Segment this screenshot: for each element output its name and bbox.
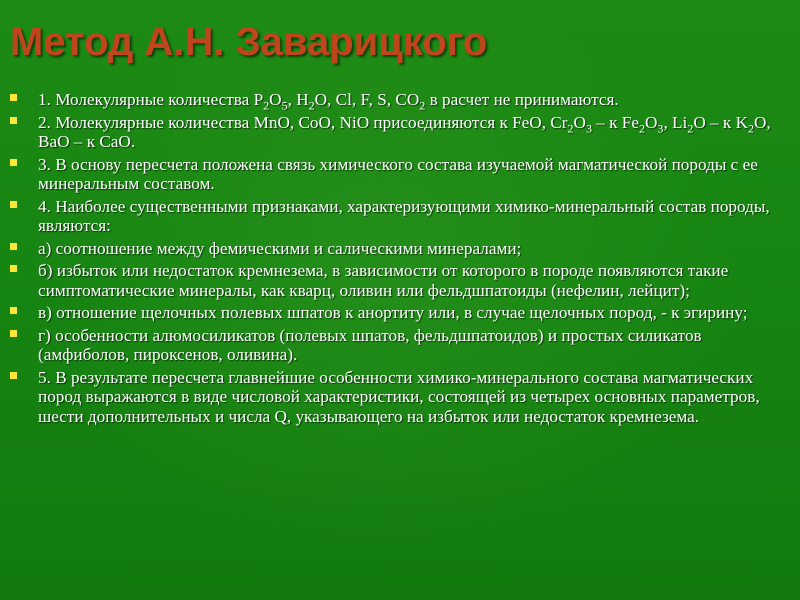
- bullet-text: [38, 239, 521, 258]
- text-segment: O: [269, 90, 282, 109]
- text-segment: 4. Наиболее существенными признаками, характеризующими химико-минеральный состав породы, являются:: [38, 196, 770, 235]
- text-segment: O: [645, 112, 658, 132]
- bullet-text: [38, 326, 702, 365]
- text-segment: O – к K: [693, 112, 748, 132]
- bullet-item: [10, 113, 780, 152]
- text-segment: 5. В результате пересчета главнейшие особенности химико-минерального состава магматических пород выражаются в виде числовой характеристики, состоящей из четырех основных параметров, шести дополнительных и числа Q, указывающего на избыток или недостаток кремнезема.: [38, 367, 760, 426]
- text-segment: 1. Молекулярные количества P: [38, 90, 264, 109]
- bullet-square-icon: [10, 159, 17, 166]
- bullet-square-icon: [10, 201, 17, 208]
- text-segment: в) отношение щелочных полевых шпатов к анортиту или, в случае щелочных пород, - к эгирину;: [38, 303, 748, 322]
- bullet-square-icon: [10, 265, 17, 272]
- bullet-square-icon: [10, 94, 17, 101]
- text-segment: O, BaO – к CaO.: [38, 112, 771, 151]
- bullet-square-icon: [10, 372, 17, 379]
- subscript: 2: [748, 120, 755, 135]
- bullet-text: [38, 197, 770, 236]
- text-segment: – к Fe: [591, 112, 639, 132]
- bullet-text: [38, 90, 619, 113]
- bullet-text: [38, 368, 760, 426]
- subscript: 2: [419, 98, 426, 113]
- bullet-square-icon: [10, 243, 17, 250]
- bullet-item: [10, 197, 780, 236]
- bullet-item: [10, 303, 780, 323]
- bullet-text: [38, 155, 758, 194]
- text-segment: в расчет не принимаются.: [425, 90, 619, 109]
- text-segment: , Li: [663, 112, 688, 132]
- bullet-square-icon: [10, 117, 17, 124]
- text-segment: , H: [287, 90, 309, 109]
- text-segment: б) избыток или недостаток кремнезема, в зависимости от которого в породе появляются такие симптоматические минералы, как кварц, оливин или фельдшпатоиды (нефелин, лейцит);: [38, 261, 729, 300]
- text-segment: 2. Молекулярные количества MnO, CoO, NiO присоединяются к FeO, Cr: [38, 112, 568, 132]
- bullet-item: [10, 368, 780, 427]
- bullet-square-icon: [10, 330, 17, 337]
- text-segment: O, Cl, F, S, CO: [314, 90, 420, 109]
- text-segment: 3. В основу пересчета положена связь химического состава изучаемой магматической породы с ее минеральным составом.: [38, 154, 758, 193]
- subscript: 2: [308, 98, 315, 113]
- bullet-text: [38, 261, 728, 300]
- text-segment: а) соотношение между фемическими и салическими минералами;: [38, 238, 522, 258]
- bullet-square-icon: [10, 307, 17, 314]
- bullet-item: [10, 155, 780, 194]
- bullet-item: [10, 90, 780, 113]
- text-segment: O: [573, 112, 586, 132]
- bullet-list: [10, 90, 780, 429]
- subscript: 3: [657, 120, 664, 135]
- subscript: 3: [585, 120, 592, 135]
- subscript: 2: [567, 120, 574, 135]
- subscript: 2: [263, 98, 270, 113]
- bullet-item: [10, 326, 780, 365]
- slide-title: Метод А.Н. Заварицкого: [10, 20, 488, 64]
- bullet-item: [10, 239, 780, 259]
- bullet-item: [10, 261, 780, 300]
- bullet-text: [38, 303, 748, 322]
- subscript: 2: [638, 120, 645, 135]
- subscript: 2: [687, 120, 694, 135]
- text-segment: г) особенности алюмосиликатов (полевых шпатов, фельдшпатоидов) и простых силикатов (амфиболов, пироксенов, оливина).: [38, 325, 702, 364]
- subscript: 5: [281, 98, 288, 113]
- bullet-text: [38, 113, 771, 152]
